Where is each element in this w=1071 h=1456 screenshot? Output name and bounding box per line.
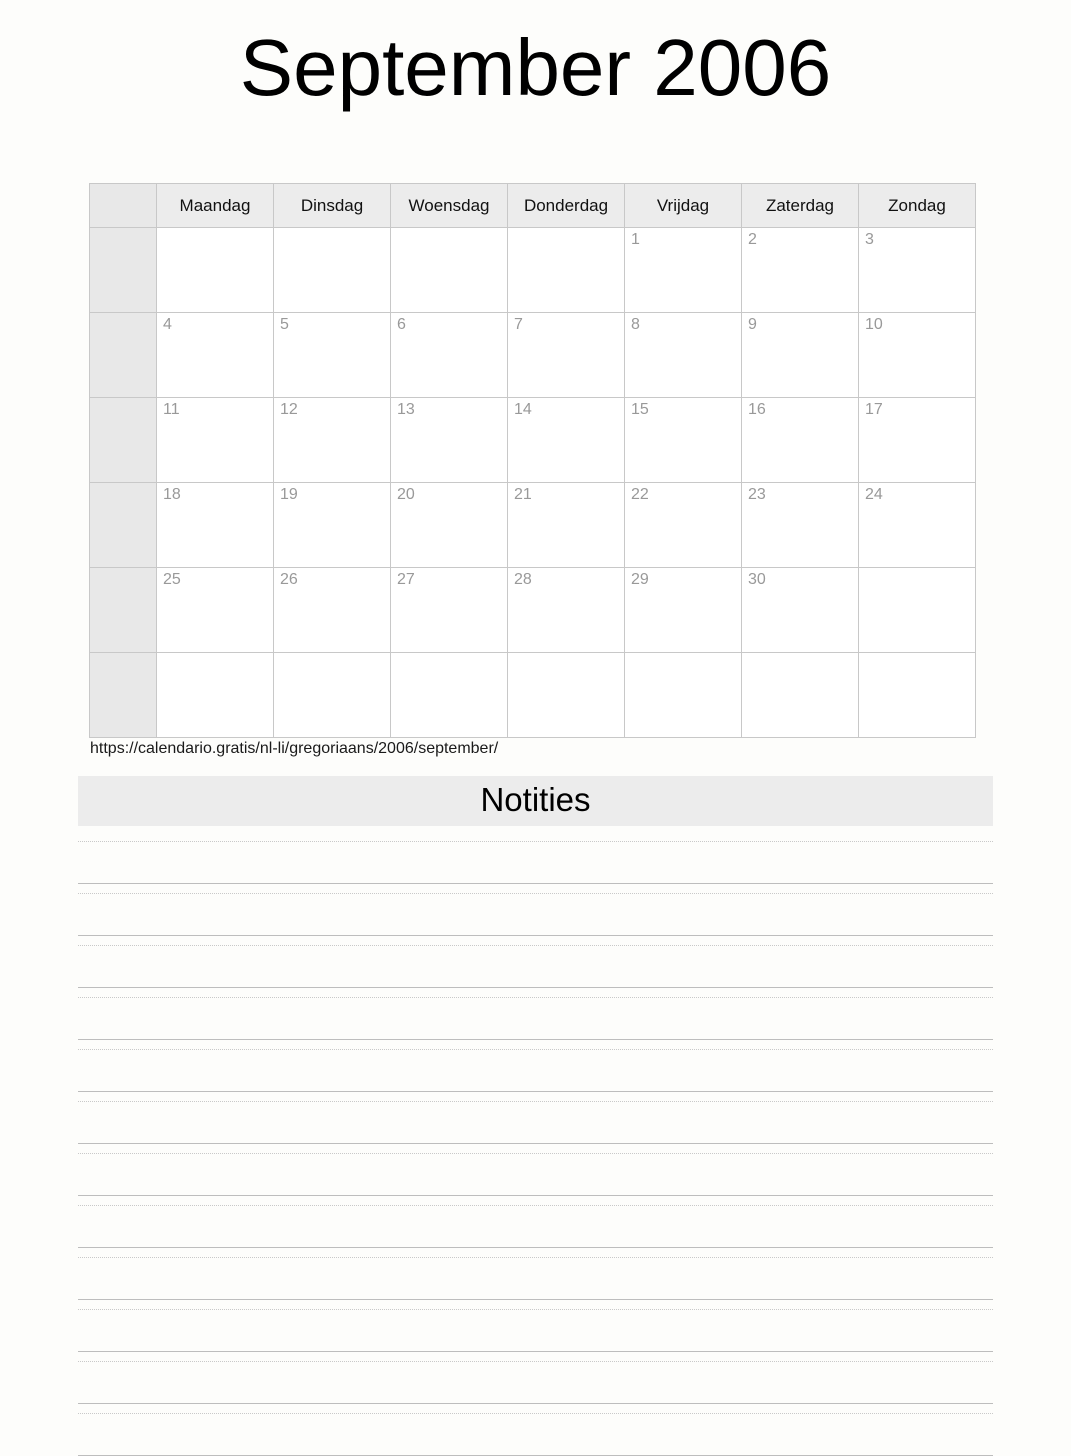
day-cell[interactable]: [157, 228, 274, 313]
day-cell[interactable]: [625, 653, 742, 738]
day-cell[interactable]: [859, 653, 976, 738]
day-cell[interactable]: [625, 398, 742, 483]
day-number: 19: [280, 486, 298, 503]
calendar-week-row: [90, 483, 976, 568]
day-number: 16: [748, 401, 766, 418]
day-cell[interactable]: [859, 568, 976, 653]
day-cell[interactable]: [742, 398, 859, 483]
notes-line[interactable]: [78, 1040, 993, 1050]
weekday-header-zaterdag: Zaterdag: [742, 184, 859, 228]
day-number: 30: [748, 571, 766, 588]
day-cell[interactable]: [391, 483, 508, 568]
notes-line[interactable]: [78, 1300, 993, 1310]
day-number: 10: [865, 316, 883, 333]
day-number: 5: [280, 316, 289, 333]
day-cell[interactable]: [274, 568, 391, 653]
day-number: 15: [631, 401, 649, 418]
day-number: 27: [397, 571, 415, 588]
day-number: 23: [748, 486, 766, 503]
day-cell[interactable]: [274, 228, 391, 313]
notes-line[interactable]: [78, 832, 993, 842]
day-cell[interactable]: [157, 313, 274, 398]
notes-line[interactable]: [78, 1196, 993, 1206]
weekday-header-woensdag: Woensdag: [391, 184, 508, 228]
calendar-week-row: [90, 653, 976, 738]
day-cell[interactable]: [391, 653, 508, 738]
notes-line[interactable]: [78, 1352, 993, 1362]
weekday-header-dinsdag: Dinsdag: [274, 184, 391, 228]
day-cell[interactable]: [742, 653, 859, 738]
day-number: 4: [163, 316, 172, 333]
day-number: 13: [397, 401, 415, 418]
day-cell[interactable]: [391, 228, 508, 313]
notes-line[interactable]: [78, 884, 993, 894]
notes-line[interactable]: [78, 1248, 993, 1258]
day-cell[interactable]: [274, 653, 391, 738]
notes-line[interactable]: [78, 1092, 993, 1102]
calendar-header-row: [90, 184, 976, 228]
day-number: 8: [631, 316, 640, 333]
notes-line[interactable]: [78, 842, 993, 884]
notes-line[interactable]: [78, 936, 993, 946]
day-number: 17: [865, 401, 883, 418]
day-number: 12: [280, 401, 298, 418]
day-number: 25: [163, 571, 181, 588]
week-gutter-cell: [90, 228, 157, 313]
day-cell[interactable]: [742, 568, 859, 653]
day-cell[interactable]: [157, 568, 274, 653]
week-gutter-cell: [90, 653, 157, 738]
calendar-week-row: [90, 313, 976, 398]
day-cell[interactable]: [157, 398, 274, 483]
notes-line[interactable]: [78, 1258, 993, 1300]
day-cell[interactable]: [742, 228, 859, 313]
day-cell[interactable]: [508, 398, 625, 483]
calendar-week-row: [90, 398, 976, 483]
weekday-header-zondag: Zondag: [859, 184, 976, 228]
notes-line[interactable]: [78, 1404, 993, 1414]
day-number: 20: [397, 486, 415, 503]
calendar-body: [90, 228, 976, 738]
calendar-container: [89, 183, 976, 738]
notes-line[interactable]: [78, 1102, 993, 1144]
day-number: 1: [631, 231, 640, 248]
week-gutter-cell: [90, 398, 157, 483]
weekday-header-donderdag: Donderdag: [508, 184, 625, 228]
day-number: 11: [163, 401, 180, 418]
notes-line[interactable]: [78, 1154, 993, 1196]
day-number: 14: [514, 401, 532, 418]
notes-line[interactable]: [78, 1144, 993, 1154]
day-cell[interactable]: [508, 653, 625, 738]
day-number: 9: [748, 316, 757, 333]
day-number: 28: [514, 571, 532, 588]
notes-line[interactable]: [78, 1050, 993, 1092]
day-cell[interactable]: [625, 228, 742, 313]
page-title: September 2006: [239, 23, 832, 112]
weekday-header-maandag: Maandag: [157, 184, 274, 228]
source-url[interactable]: https://calendario.gratis/nl-li/gregoriaans/2006/september/: [90, 740, 499, 757]
day-number: 3: [865, 231, 874, 248]
day-cell[interactable]: [625, 483, 742, 568]
notes-lines[interactable]: [78, 832, 993, 1456]
calendar-week-row: [90, 568, 976, 653]
notes-line[interactable]: [78, 1206, 993, 1248]
day-number: 21: [514, 486, 532, 503]
day-cell[interactable]: [508, 483, 625, 568]
day-number: 29: [631, 571, 649, 588]
day-number: 2: [748, 231, 757, 248]
notes-line[interactable]: [78, 946, 993, 988]
day-number: 7: [514, 316, 523, 333]
day-number: 6: [397, 316, 406, 333]
notes-line[interactable]: [78, 1362, 993, 1404]
day-cell[interactable]: [742, 313, 859, 398]
calendar-table: [89, 183, 976, 738]
notes-line[interactable]: [78, 998, 993, 1040]
day-cell[interactable]: [391, 398, 508, 483]
day-cell[interactable]: [508, 313, 625, 398]
calendar-page: [0, 23, 1071, 1414]
day-cell[interactable]: [391, 313, 508, 398]
notes-line[interactable]: [78, 1414, 993, 1456]
week-gutter-header: [90, 184, 157, 228]
notes-line[interactable]: [78, 894, 993, 936]
day-number: 24: [865, 486, 883, 503]
day-cell[interactable]: [157, 653, 274, 738]
day-cell[interactable]: [625, 313, 742, 398]
notes-heading: Notities: [78, 776, 993, 826]
day-cell[interactable]: [859, 483, 976, 568]
weekday-header-vrijdag: Vrijdag: [625, 184, 742, 228]
day-cell[interactable]: [859, 313, 976, 398]
day-cell[interactable]: [274, 483, 391, 568]
notes-line[interactable]: [78, 988, 993, 998]
day-cell[interactable]: [742, 483, 859, 568]
week-gutter-cell: [90, 483, 157, 568]
day-cell[interactable]: [274, 398, 391, 483]
day-number: 26: [280, 571, 298, 588]
day-cell[interactable]: [391, 568, 508, 653]
notes-section: [78, 776, 993, 1456]
day-number: 18: [163, 486, 181, 503]
day-cell[interactable]: [274, 313, 391, 398]
day-cell[interactable]: [859, 398, 976, 483]
day-number: 22: [631, 486, 649, 503]
week-gutter-cell: [90, 313, 157, 398]
day-cell[interactable]: [625, 568, 742, 653]
day-cell[interactable]: [859, 228, 976, 313]
notes-line[interactable]: [78, 1310, 993, 1352]
day-cell[interactable]: [508, 568, 625, 653]
week-gutter-cell: [90, 568, 157, 653]
day-cell[interactable]: [508, 228, 625, 313]
calendar-week-row: [90, 228, 976, 313]
day-cell[interactable]: [157, 483, 274, 568]
